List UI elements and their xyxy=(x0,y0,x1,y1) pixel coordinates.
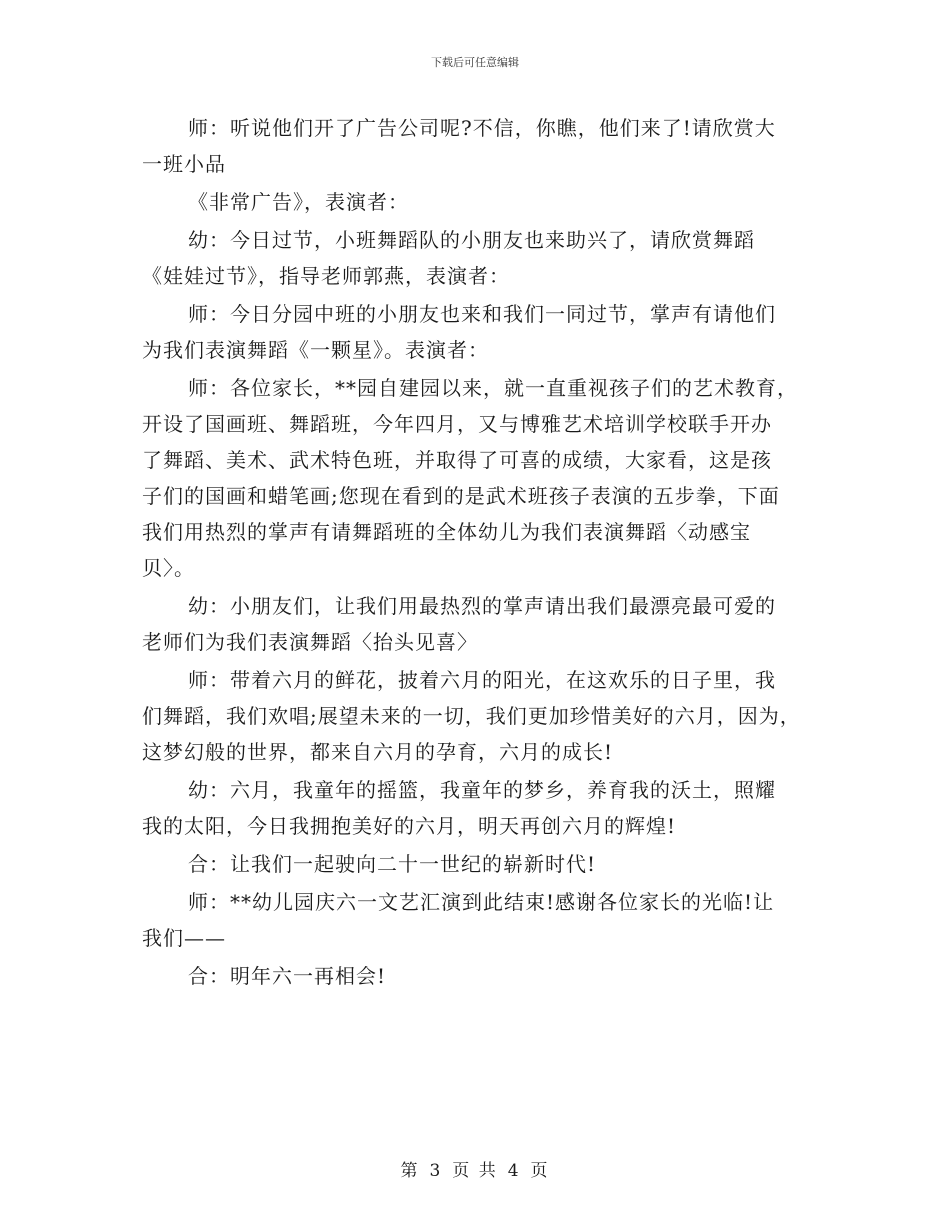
paragraph-line: 《非常广告》，表演者： xyxy=(188,190,409,214)
paragraph-line: 我们用热烈的掌声有请舞蹈班的全体幼儿为我们表演舞蹈〈动感宝 xyxy=(142,520,751,544)
paragraph-line: 师：**幼儿园庆六一文艺汇演到此结束!感谢各位家长的光临!让 xyxy=(188,890,775,914)
paragraph-1 xyxy=(142,110,812,182)
paragraph-line: 师：各位家长，**园自建园以来，就一直重视孩子们的艺术教育， xyxy=(188,376,798,400)
paragraph-8 xyxy=(142,772,812,844)
paragraph-line: 幼：六月，我童年的摇篮，我童年的梦乡，养育我的沃土，照耀 xyxy=(188,778,776,802)
paragraph-line: 我的太阳，今日我拥抱美好的六月，明天再创六月的辉煌! xyxy=(142,814,677,838)
paragraph-line: 我们—— xyxy=(142,926,226,950)
paragraph-line: 贝〉。 xyxy=(142,556,195,580)
header-note: 下载后可任意编辑 xyxy=(431,56,519,69)
paragraph-line: 们舞蹈，我们欢唱;展望未来的一切，我们更加珍惜美好的六月，因为， xyxy=(142,704,801,728)
paragraph-9 xyxy=(142,846,812,882)
paragraph-11 xyxy=(142,958,812,994)
paragraph-3 xyxy=(142,222,812,294)
page-footer xyxy=(0,1156,950,1181)
paragraph-line: 老师们为我们表演舞蹈〈抬头见喜〉 xyxy=(142,630,478,654)
paragraph-2 xyxy=(142,184,812,220)
paragraph-line: 《娃娃过节》，指导老师郭燕，表演者： xyxy=(142,264,510,288)
paragraph-line: 这梦幻般的世界，都来自六月的孕育，六月的成长! xyxy=(142,740,614,764)
document-body xyxy=(142,110,812,996)
paragraph-5 xyxy=(142,370,812,586)
footer-mid: 页 共 xyxy=(452,1161,498,1181)
paragraph-line: 师：带着六月的鲜花，披着六月的阳光，在这欢乐的日子里，我 xyxy=(188,668,776,692)
paragraph-7 xyxy=(142,662,812,770)
paragraph-4 xyxy=(142,296,812,368)
paragraph-line: 了舞蹈、美术、武术特色班，并取得了可喜的成绩，大家看，这是孩 xyxy=(142,448,772,472)
footer-prefix: 第 xyxy=(400,1161,420,1181)
paragraph-line: 子们的国画和蜡笔画;您现在看到的是武术班孩子表演的五步拳，下面 xyxy=(142,484,780,508)
paragraph-line: 师：今日分园中班的小朋友也来和我们一同过节，掌声有请他们 xyxy=(188,302,776,326)
paragraph-line: 合：明年六一再相会! xyxy=(188,964,387,988)
paragraph-line: 为我们表演舞蹈《一颗星》。表演者： xyxy=(142,338,489,362)
paragraph-line: 合：让我们一起驶向二十一世纪的崭新时代! xyxy=(188,852,597,876)
paragraph-line: 师：听说他们开了广告公司呢?不信，你瞧，他们来了!请欣赏大 xyxy=(188,116,776,140)
paragraph-6 xyxy=(142,588,812,660)
paragraph-line: 幼：今日过节，小班舞蹈队的小朋友也来助兴了，请欣赏舞蹈 xyxy=(188,228,755,252)
paragraph-10 xyxy=(142,884,812,956)
paragraph-line: 一班小品 xyxy=(142,152,226,176)
footer-suffix: 页 xyxy=(530,1161,550,1181)
paragraph-line: 幼：小朋友们，让我们用最热烈的掌声请出我们最漂亮最可爱的 xyxy=(188,594,776,618)
footer-page-number: 3 xyxy=(429,1161,443,1181)
footer-total-pages: 4 xyxy=(507,1161,521,1181)
paragraph-line: 开设了国画班、舞蹈班，今年四月，又与博雅艺术培训学校联手开办 xyxy=(142,412,772,436)
